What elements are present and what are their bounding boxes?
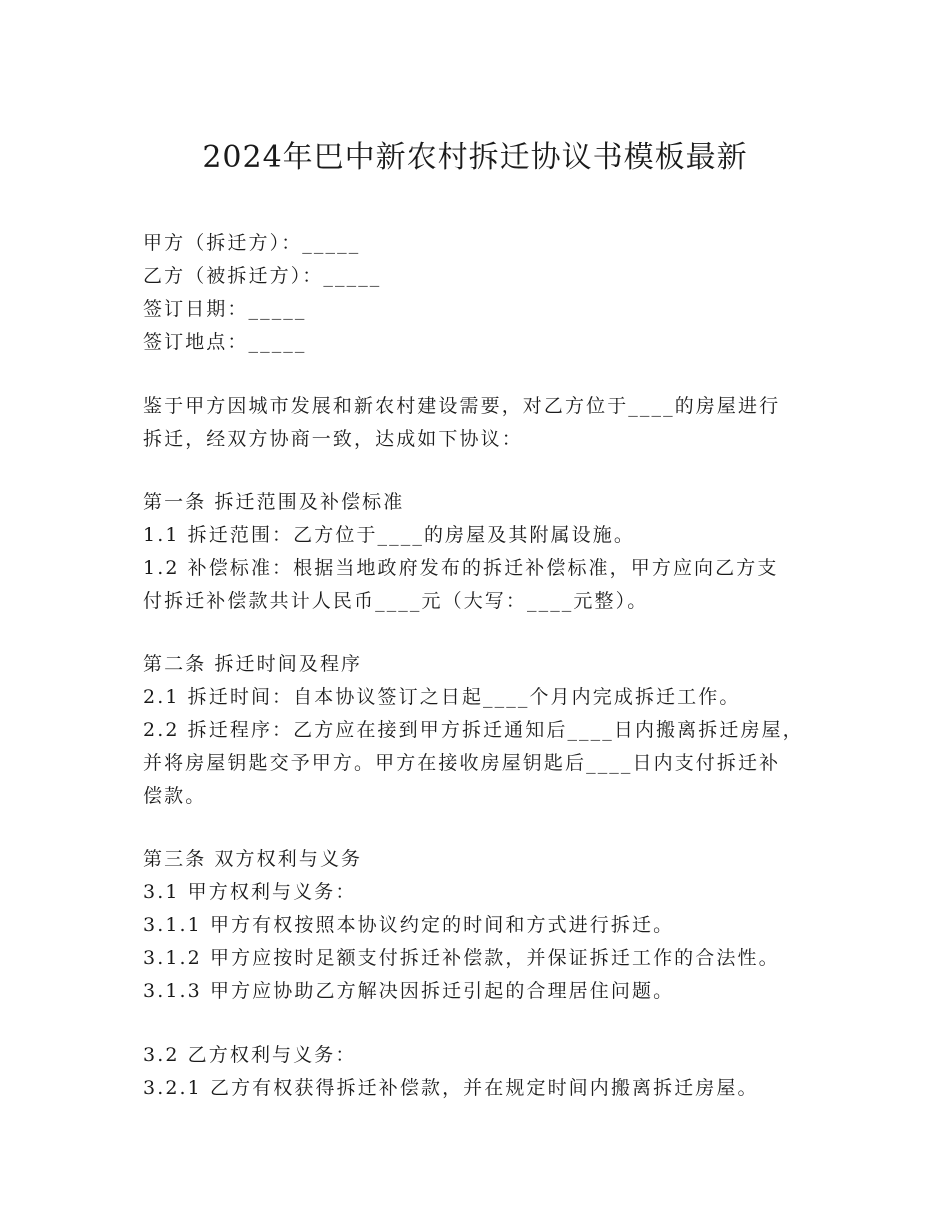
article-1-heading: 第一条 拆迁范围及补偿标准 (143, 491, 405, 513)
article-3-line: 3.1.1 甲方有权按照本协议约定的时间和方式进行拆迁。 (143, 914, 675, 936)
article-2-line: 并将房屋钥匙交予甲方。甲方在接收房屋钥匙后____日内支付拆迁补 (143, 752, 781, 774)
sign-place-line: 签订地点：_____ (143, 331, 307, 353)
preamble-line-1: 鉴于甲方因城市发展和新农村建设需要，对乙方位于____的房屋进行 (143, 395, 781, 417)
article-2-line: 2.1 拆迁时间：自本协议签订之日起____个月内完成拆迁工作。 (143, 686, 741, 708)
article-2-line: 偿款。 (143, 785, 207, 807)
article-2-heading: 第二条 拆迁时间及程序 (143, 653, 363, 675)
article-1-line: 1.1 拆迁范围：乙方位于____的房屋及其附属设施。 (143, 524, 635, 546)
article-1-line: 1.2 补偿标准：根据当地政府发布的拆迁补偿标准，甲方应向乙方支 (143, 557, 779, 579)
party-b-line: 乙方（被拆迁方）：_____ (143, 265, 382, 287)
article-3-heading: 第三条 双方权利与义务 (143, 848, 363, 870)
document-title: 2024年巴中新农村拆迁协议书模板最新 (202, 140, 748, 175)
article-3-line: 3.2.1 乙方有权获得拆迁补偿款，并在规定时间内搬离拆迁房屋。 (143, 1077, 759, 1099)
party-a-line: 甲方（拆迁方）：_____ (143, 232, 361, 254)
sign-date-line: 签订日期：_____ (143, 298, 307, 320)
preamble-line-2: 拆迁，经双方协商一致，达成如下协议： (143, 428, 523, 450)
article-3-line: 3.1 甲方权利与义务： (143, 881, 357, 903)
article-2-line: 2.2 拆迁程序：乙方应在接到甲方拆迁通知后____日内搬离拆迁房屋， (143, 719, 804, 741)
article-3-line: 3.1.3 甲方应协助乙方解决因拆迁引起的合理居住问题。 (143, 980, 675, 1002)
article-1-line: 付拆迁补偿款共计人民币____元（大写：____元整）。 (143, 590, 649, 612)
article-3-line: 3.2 乙方权利与义务： (143, 1044, 357, 1066)
article-3-line: 3.1.2 甲方应按时足额支付拆迁补偿款，并保证拆迁工作的合法性。 (143, 947, 780, 969)
